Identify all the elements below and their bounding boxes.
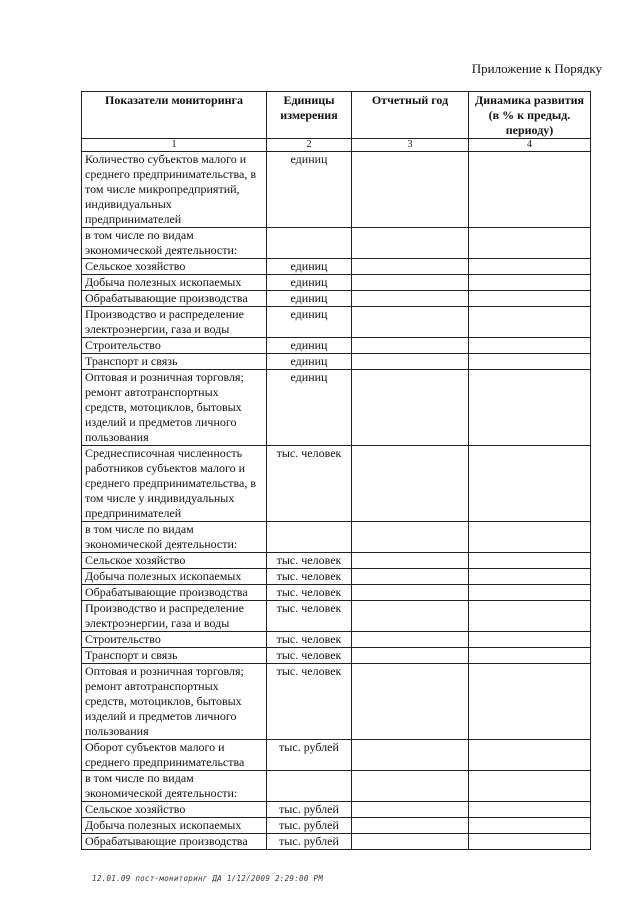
dynamics-cell <box>469 522 591 553</box>
indicator-label: Добыча полезных ископаемых <box>82 275 267 291</box>
indicator-label: Транспорт и связь <box>82 648 267 664</box>
header-indicators: Показатели мониторинга <box>82 92 267 139</box>
unit-cell: тыс. рублей <box>267 834 352 850</box>
report-year-cell <box>352 370 469 446</box>
report-year-cell <box>352 664 469 740</box>
report-year-cell <box>352 771 469 802</box>
dynamics-cell <box>469 291 591 307</box>
table-row <box>82 802 591 818</box>
table-row <box>82 834 591 850</box>
unit-cell: тыс. человек <box>267 664 352 740</box>
report-year-cell <box>352 446 469 522</box>
unit-cell: тыс. человек <box>267 569 352 585</box>
table-row <box>82 818 591 834</box>
report-year-cell <box>352 585 469 601</box>
dynamics-cell <box>469 585 591 601</box>
indicator-label: Оптовая и розничная торговля; ремонт автотранспортных средств, мотоциклов, бытовых изделий и предметов личного пользования <box>82 664 267 740</box>
dynamics-cell <box>469 802 591 818</box>
indicator-label: в том числе по видам экономической деятельности: <box>82 228 267 259</box>
dynamics-cell <box>469 338 591 354</box>
unit-cell: единиц <box>267 370 352 446</box>
indicator-label: Обрабатывающие производства <box>82 585 267 601</box>
unit-cell: тыс. человек <box>267 601 352 632</box>
table-row <box>82 228 591 259</box>
report-year-cell <box>352 818 469 834</box>
table-row <box>82 370 591 446</box>
unit-cell: тыс. человек <box>267 585 352 601</box>
dynamics-cell <box>469 259 591 275</box>
table-row <box>82 291 591 307</box>
report-year-cell <box>352 338 469 354</box>
table-header-row <box>82 92 591 139</box>
report-year-cell <box>352 553 469 569</box>
dynamics-cell <box>469 228 591 259</box>
indicator-label: Производство и распределение электроэнергии, газа и воды <box>82 601 267 632</box>
monitoring-table <box>81 91 591 850</box>
dynamics-cell <box>469 601 591 632</box>
indicator-label: Строительство <box>82 632 267 648</box>
indicator-label: Производство и распределение электроэнергии, газа и воды <box>82 307 267 338</box>
table-row <box>82 307 591 338</box>
unit-cell: тыс. рублей <box>267 802 352 818</box>
table-row <box>82 585 591 601</box>
report-year-cell <box>352 740 469 771</box>
dynamics-cell <box>469 569 591 585</box>
table-row <box>82 275 591 291</box>
table-row <box>82 446 591 522</box>
indicator-label: Сельское хозяйство <box>82 802 267 818</box>
table-row <box>82 522 591 553</box>
report-year-cell <box>352 802 469 818</box>
appendix-title: Приложение к Порядку <box>471 61 602 76</box>
unit-cell: единиц <box>267 338 352 354</box>
column-number: 3 <box>352 139 469 152</box>
unit-cell <box>267 228 352 259</box>
column-number: 1 <box>82 139 267 152</box>
indicator-label: в том числе по видам экономической деятельности: <box>82 771 267 802</box>
report-year-cell <box>352 834 469 850</box>
indicator-label: Сельское хозяйство <box>82 553 267 569</box>
indicator-label: Оборот субъектов малого и среднего предпринимательства <box>82 740 267 771</box>
table-row <box>82 632 591 648</box>
column-number: 2 <box>267 139 352 152</box>
report-year-cell <box>352 648 469 664</box>
report-year-cell <box>352 259 469 275</box>
column-number: 4 <box>469 139 591 152</box>
unit-cell: тыс. рублей <box>267 740 352 771</box>
table-row <box>82 664 591 740</box>
report-year-cell <box>352 522 469 553</box>
table-row <box>82 354 591 370</box>
unit-cell: единиц <box>267 291 352 307</box>
table-row <box>82 740 591 771</box>
dynamics-cell <box>469 818 591 834</box>
table-row <box>82 771 591 802</box>
unit-cell <box>267 771 352 802</box>
indicator-label: Оптовая и розничная торговля; ремонт автотранспортных средств, мотоциклов, бытовых изделий и предметов личного пользования <box>82 370 267 446</box>
unit-cell <box>267 522 352 553</box>
indicator-label: Обрабатывающие производства <box>82 291 267 307</box>
indicator-label: Транспорт и связь <box>82 354 267 370</box>
unit-cell: единиц <box>267 275 352 291</box>
table-row <box>82 553 591 569</box>
unit-cell: единиц <box>267 307 352 338</box>
table-row <box>82 259 591 275</box>
dynamics-cell <box>469 771 591 802</box>
indicator-label: Количество субъектов малого и среднего предпринимательства, в том числе микропредприятий, индивидуальных предпринимателей <box>82 152 267 228</box>
indicator-label: Сельское хозяйство <box>82 259 267 275</box>
dynamics-cell <box>469 446 591 522</box>
unit-cell: тыс. человек <box>267 553 352 569</box>
dynamics-cell <box>469 740 591 771</box>
report-year-cell <box>352 632 469 648</box>
report-year-cell <box>352 569 469 585</box>
unit-cell: тыс. человек <box>267 632 352 648</box>
unit-cell: единиц <box>267 259 352 275</box>
table-row <box>82 601 591 632</box>
dynamics-cell <box>469 152 591 228</box>
report-year-cell <box>352 354 469 370</box>
indicator-label: Строительство <box>82 338 267 354</box>
table-row <box>82 152 591 228</box>
report-year-cell <box>352 228 469 259</box>
header-report-year: Отчетный год <box>352 92 469 139</box>
unit-cell: тыс. рублей <box>267 818 352 834</box>
dynamics-cell <box>469 275 591 291</box>
dynamics-cell <box>469 370 591 446</box>
dynamics-cell <box>469 664 591 740</box>
dynamics-cell <box>469 354 591 370</box>
report-year-cell <box>352 152 469 228</box>
unit-cell: тыс. человек <box>267 446 352 522</box>
indicator-label: Добыча полезных ископаемых <box>82 569 267 585</box>
column-number-row <box>82 139 591 152</box>
unit-cell: единиц <box>267 152 352 228</box>
dynamics-cell <box>469 307 591 338</box>
unit-cell: тыс. человек <box>267 648 352 664</box>
dynamics-cell <box>469 632 591 648</box>
header-units: Единицы измерения <box>267 92 352 139</box>
report-year-cell <box>352 291 469 307</box>
indicator-label: Среднесписочная численность работников субъектов малого и среднего предпринимательства, в том числе у индивидуальных предпринимателей <box>82 446 267 522</box>
report-year-cell <box>352 275 469 291</box>
report-year-cell <box>352 307 469 338</box>
indicator-label: в том числе по видам экономической деятельности: <box>82 522 267 553</box>
header-dynamics: Динамика развития (в % к предыд. периоду) <box>469 92 591 139</box>
table-row <box>82 338 591 354</box>
document-footer: 12.01.09 пост-мониторинг ДА 1/12/2009 2:29:00 PM <box>92 874 324 883</box>
dynamics-cell <box>469 834 591 850</box>
unit-cell: единиц <box>267 354 352 370</box>
indicator-label: Добыча полезных ископаемых <box>82 818 267 834</box>
table-row <box>82 569 591 585</box>
table-row <box>82 648 591 664</box>
dynamics-cell <box>469 648 591 664</box>
report-year-cell <box>352 601 469 632</box>
dynamics-cell <box>469 553 591 569</box>
indicator-label: Обрабатывающие производства <box>82 834 267 850</box>
